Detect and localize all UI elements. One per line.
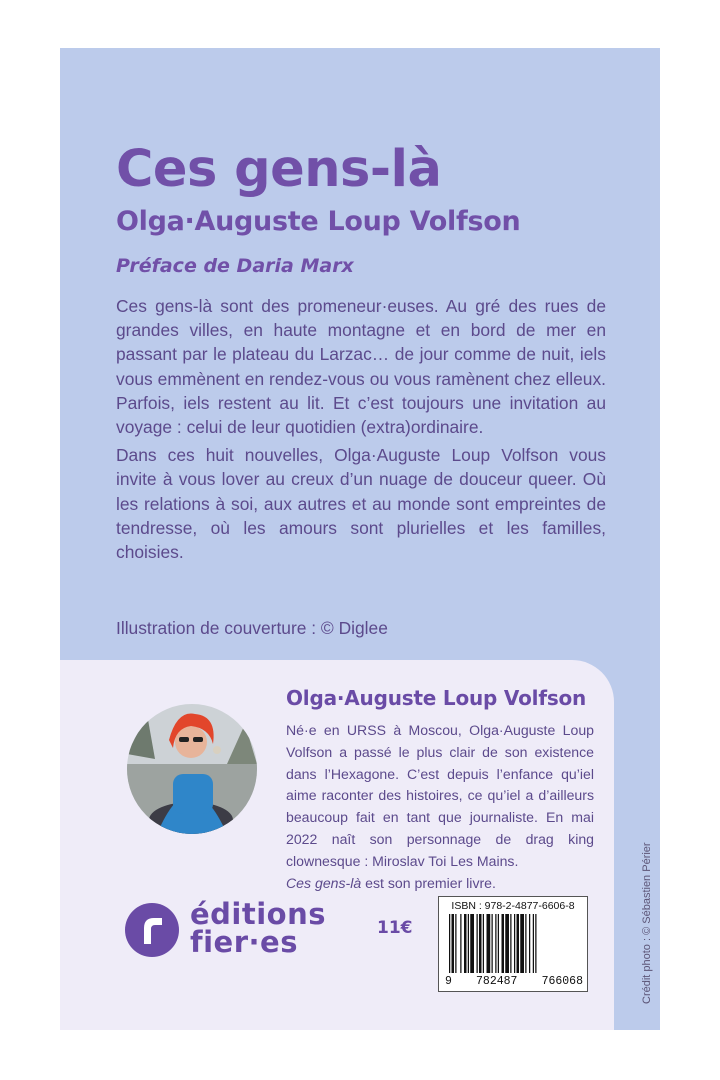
barcode-bar: [520, 914, 524, 973]
price-label: 11€: [377, 918, 413, 938]
barcode-bar: [535, 914, 536, 973]
bio-author-name: Olga·Auguste Loup Volfson: [286, 686, 587, 710]
barcode-bar: [455, 914, 456, 973]
isbn-digit-group-1: 9: [445, 975, 452, 988]
book-title: Ces gens-là: [116, 140, 442, 199]
barcode-bar: [479, 914, 482, 973]
barcode-bar: [452, 914, 455, 973]
blurb-paragraph-2: Dans ces huit nouvelles, Olga·Auguste Loup Volfson vous invite à vous lover au creux d’un nuage de douceur queer. Où les relations à soi, aux autres et au monde sont empreintes de tendresse, où les amours sont plurielles et les familles, choisies.: [116, 445, 606, 563]
barcode-bar: [492, 914, 493, 973]
barcode-bar: [464, 914, 467, 973]
barcode-bar: [449, 914, 450, 973]
author-bio-panel: [60, 660, 614, 1030]
barcode-bar: [468, 914, 469, 973]
photo-credit: Crédit photo : © Sébastien Périer: [641, 842, 653, 1004]
author-bio-text: [286, 720, 594, 894]
barcode-bar: [525, 914, 526, 973]
barcode-bar: [502, 914, 505, 973]
isbn-barcode: [438, 896, 588, 992]
barcode-bar: [498, 914, 499, 973]
author-photo: [127, 704, 257, 834]
barcode-bar: [514, 914, 515, 973]
back-cover-blurb: [116, 294, 606, 568]
publisher-name-line-2: fier·es: [190, 925, 298, 959]
barcode-bar: [529, 914, 530, 973]
barcode-bar: [533, 914, 534, 973]
barcode-bars: [449, 914, 577, 973]
barcode-bar: [477, 914, 478, 973]
barcode-bar: [510, 914, 511, 973]
barcode-bar: [460, 914, 461, 973]
bio-book-title: Ces gens-là: [286, 874, 362, 891]
blurb-paragraph-1: Ces gens-là sont des promeneur·euses. Au gré des rues de grandes villes, en haute montagne et en bord de mer en passant par le plateau du Larzac… de jour comme de nuit, iels vous emmènent en rendez-vous ou vous ramènent chez elleux. Parfois, iels restent au lit. Et c’est toujours une invitation au voyage : celui de leur quotidien (extra)ordinaire.: [116, 296, 606, 438]
barcode-bar: [495, 914, 496, 973]
isbn-digits: [445, 975, 583, 988]
isbn-label: ISBN : 978-2-4877-6606-8: [451, 900, 575, 912]
book-author: Olga·Auguste Loup Volfson: [116, 206, 521, 237]
barcode-bar: [505, 914, 509, 973]
bio-paragraph: Né·e en URSS à Moscou, Olga·Auguste Loup Volfson a passé le plus clair de son existence dans l’Hexagone. C’est depuis l’enfance qu’iel aime raconter des histoires, ce qu’iel a d’ailleurs beaucoup fait en tant que journaliste. En mai 2022 naît son personnage de drag king clownesque : Miroslav Toi Les Mains.: [286, 722, 594, 869]
barcode-bar: [517, 914, 520, 973]
preface-line: Préface de Daria Marx: [116, 255, 354, 277]
barcode-bar: [483, 914, 484, 973]
back-cover: [60, 48, 660, 1030]
isbn-digit-group-3: 766068: [541, 975, 583, 988]
barcode-bar: [487, 914, 491, 973]
bio-last-line: est son premier livre.: [361, 874, 496, 891]
publisher-name-line-1: éditions: [190, 897, 327, 931]
publisher-name: [190, 897, 327, 959]
barcode-bar: [470, 914, 474, 973]
publisher-logo-icon: [124, 902, 180, 958]
isbn-digit-group-2: 782487: [476, 975, 518, 988]
illustration-credit: Illustration de couverture : © Diglee: [116, 618, 388, 638]
